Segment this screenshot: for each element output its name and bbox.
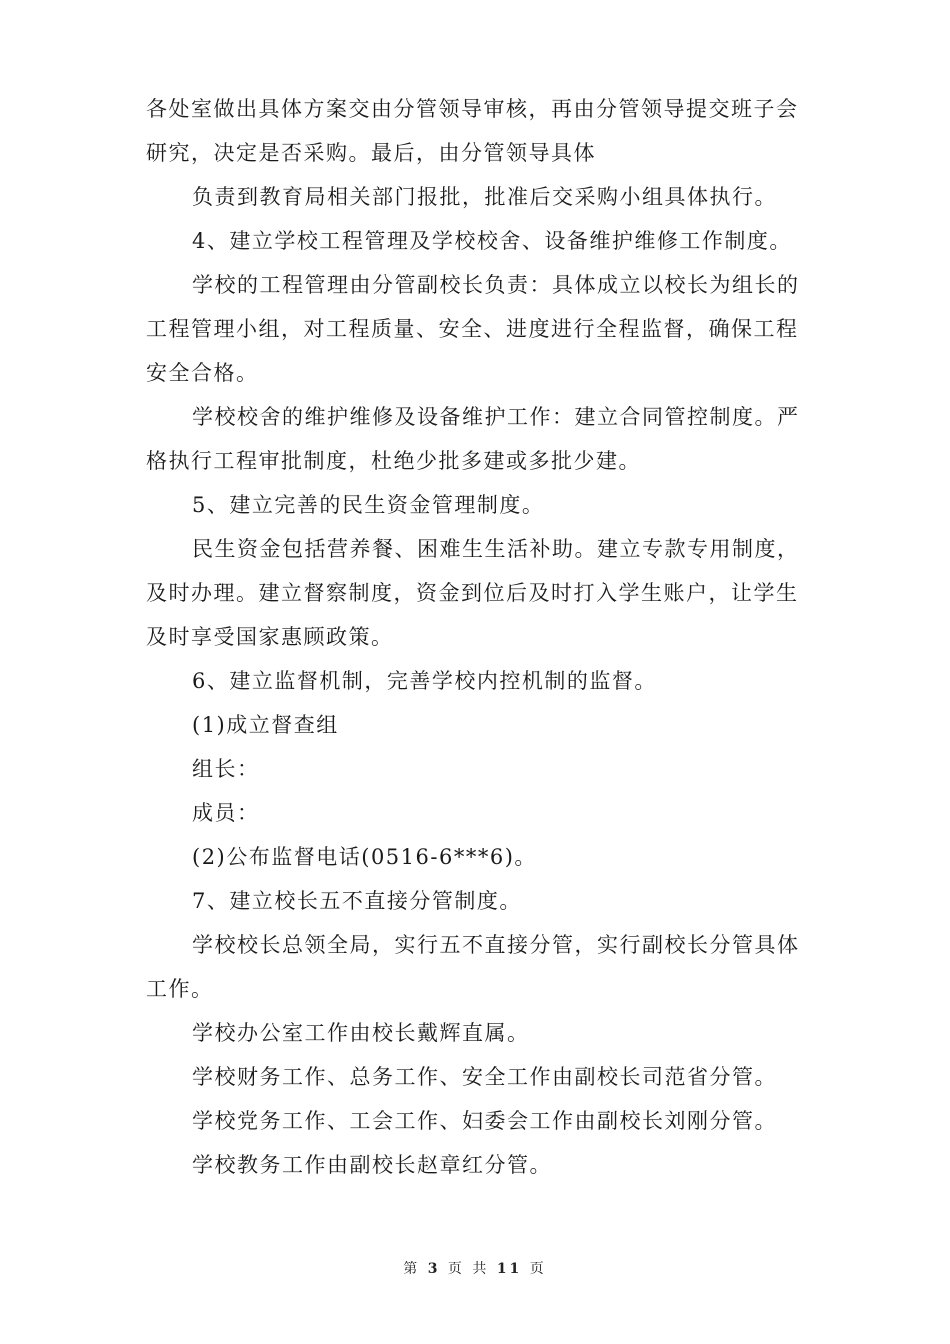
paragraph-1: 各处室做出具体方案交由分管领导审核，再由分管领导提交班子会研究，决定是否采购。最后，由分管领导具体 (146, 97, 799, 165)
current-page-number: 3 (427, 1261, 441, 1277)
paragraph-16: 学校财务工作、总务工作、安全工作由副校长司范省分管。 (192, 1065, 777, 1089)
list-item-2: (2)公布监督电话(0516-6***6)。 (192, 845, 537, 869)
group-leader-line: 组长： (192, 757, 260, 781)
paragraph-15: 学校办公室工作由校长戴辉直属。 (192, 1021, 530, 1045)
paragraph-17: 学校党务工作、工会工作、妇委会工作由副校长刘刚分管。 (192, 1109, 777, 1133)
paragraph-18: 学校教务工作由副校长赵章红分管。 (192, 1153, 552, 1177)
list-item-1: (1)成立督查组 (192, 713, 339, 737)
page-footer (0, 1258, 950, 1278)
footer-suffix: 页 (529, 1261, 547, 1277)
footer-mid: 页 共 (447, 1261, 490, 1277)
section-heading-6: 6、建立监督机制，完善学校内控机制的监督。 (192, 669, 657, 693)
paragraph-7: 民生资金包括营养餐、困难生生活补助。建立专款专用制度，及时办理。建立督察制度，资金到位后及时打入学生账户，让学生及时享受国家惠顾政策。 (146, 537, 800, 649)
footer-prefix: 第 (403, 1261, 421, 1277)
paragraph-5: 学校校舍的维护维修及设备维护工作：建立合同管控制度。严格执行工程审批制度，杜绝少批多建或多批少建。 (146, 405, 800, 473)
paragraph-14: 学校校长总领全局，实行五不直接分管，实行副校长分管具体工作。 (146, 933, 800, 1001)
total-pages-number: 11 (496, 1261, 523, 1277)
paragraph-4: 学校的工程管理由分管副校长负责：具体成立以校长为组长的工程管理小组，对工程质量、安全、进度进行全程监督，确保工程安全合格。 (146, 273, 800, 385)
section-heading-7: 7、建立校长五不直接分管制度。 (192, 889, 522, 913)
section-heading-4: 4、建立学校工程管理及学校校舍、设备维护维修工作制度。 (192, 229, 792, 253)
section-heading-5: 5、建立完善的民生资金管理制度。 (192, 493, 545, 517)
paragraph-2: 负责到教育局相关部门报批，批准后交采购小组具体执行。 (192, 185, 777, 209)
group-members-line: 成员： (192, 801, 260, 825)
